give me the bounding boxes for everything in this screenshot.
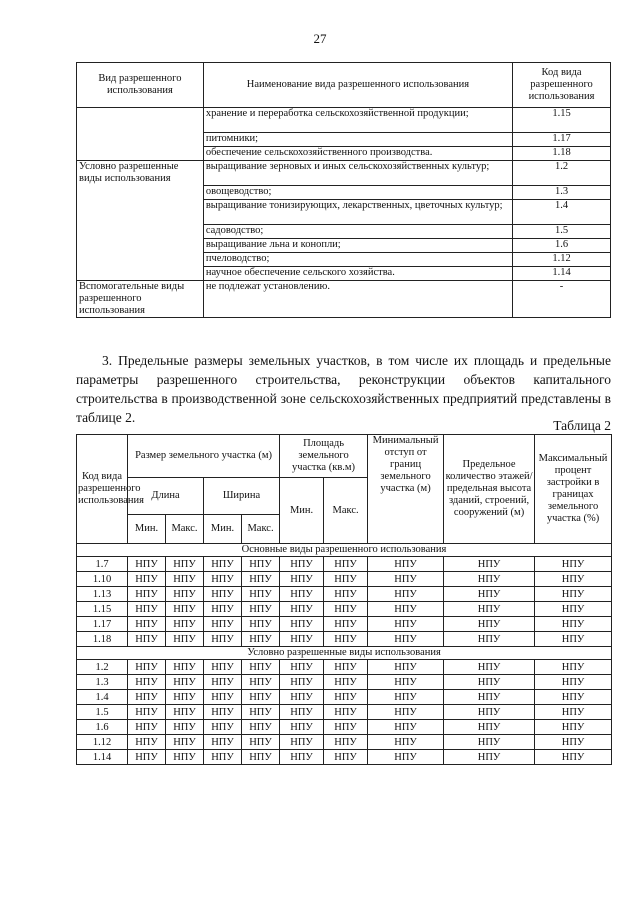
- paragraph-3: 3. Предельные размеры земельных участков, в том числе их площадь и предельные параметры разрешенного строительства, реконструкции объектов капитального строительства в производственной зоне сельскохозяйственных предприятий представлены в таблице 2.: [76, 353, 611, 425]
- cell-value: НПУ: [166, 720, 204, 735]
- cell-value: НПУ: [368, 572, 444, 587]
- parameters-table: [76, 434, 612, 765]
- cell-value: НПУ: [166, 675, 204, 690]
- cell-value: НПУ: [128, 632, 166, 647]
- row-code: 1.2: [77, 660, 128, 675]
- use-name: научное обеспечение сельского хозяйства.: [203, 267, 512, 281]
- cell-value: НПУ: [368, 632, 444, 647]
- cell-value: НПУ: [242, 660, 280, 675]
- cell-value: НПУ: [444, 720, 535, 735]
- cell-value: НПУ: [444, 690, 535, 705]
- cell-value: НПУ: [204, 572, 242, 587]
- cell-value: НПУ: [204, 602, 242, 617]
- cell-value: НПУ: [324, 720, 368, 735]
- cell-value: НПУ: [204, 617, 242, 632]
- row-code: 1.14: [77, 750, 128, 765]
- cell-value: НПУ: [242, 617, 280, 632]
- cell-value: НПУ: [128, 750, 166, 765]
- cell-value: НПУ: [242, 632, 280, 647]
- cell-value: НПУ: [535, 587, 612, 602]
- header-area: Площадь земельного участка (кв.м): [280, 435, 368, 478]
- cell-value: НПУ: [166, 690, 204, 705]
- cell-value: НПУ: [368, 690, 444, 705]
- row-code: 1.10: [77, 572, 128, 587]
- cell-value: НПУ: [324, 705, 368, 720]
- cell-value: НПУ: [444, 557, 535, 572]
- cell-value: НПУ: [204, 750, 242, 765]
- header-code: Код вида разрешенного использования: [77, 435, 128, 544]
- cell-value: НПУ: [280, 690, 324, 705]
- cell-value: НПУ: [242, 557, 280, 572]
- cell-value: НПУ: [280, 660, 324, 675]
- use-name: питомники;: [203, 133, 512, 147]
- cell-value: НПУ: [535, 572, 612, 587]
- table-header-row: [77, 63, 611, 108]
- use-name: садоводство;: [203, 225, 512, 239]
- cell-value: НПУ: [324, 557, 368, 572]
- cell-value: НПУ: [204, 735, 242, 750]
- cell-value: НПУ: [535, 632, 612, 647]
- cell-value: НПУ: [242, 675, 280, 690]
- cell-value: НПУ: [204, 587, 242, 602]
- header-use-code: Код вида разрешенного использования: [513, 63, 611, 108]
- header-floors: Предельное количество этажей/ предельная высота зданий, строений, сооружений (м): [444, 435, 535, 544]
- group-cell: [77, 108, 204, 161]
- cell-value: НПУ: [166, 705, 204, 720]
- cell-value: НПУ: [242, 602, 280, 617]
- cell-value: НПУ: [280, 557, 324, 572]
- cell-value: НПУ: [128, 690, 166, 705]
- cell-value: НПУ: [444, 660, 535, 675]
- cell-value: НПУ: [368, 750, 444, 765]
- table-row: [77, 161, 611, 186]
- cell-value: НПУ: [324, 750, 368, 765]
- cell-value: НПУ: [166, 660, 204, 675]
- cell-value: НПУ: [128, 572, 166, 587]
- cell-value: НПУ: [166, 632, 204, 647]
- cell-value: НПУ: [368, 602, 444, 617]
- cell-value: НПУ: [166, 735, 204, 750]
- cell-value: НПУ: [535, 617, 612, 632]
- cell-value: НПУ: [535, 660, 612, 675]
- cell-value: НПУ: [280, 735, 324, 750]
- table-row: [77, 587, 612, 602]
- table-row: [77, 281, 611, 318]
- header-length-min: Мин.: [128, 515, 166, 544]
- cell-value: НПУ: [368, 587, 444, 602]
- use-code: 1.6: [513, 239, 611, 253]
- cell-value: НПУ: [444, 617, 535, 632]
- cell-value: НПУ: [324, 617, 368, 632]
- cell-value: НПУ: [280, 617, 324, 632]
- use-code: 1.4: [513, 200, 611, 225]
- use-name: выращивание льна и конопли;: [203, 239, 512, 253]
- header-area-max: Макс.: [324, 478, 368, 544]
- section-row: [77, 544, 612, 557]
- header-width-min: Мин.: [204, 515, 242, 544]
- row-code: 1.15: [77, 602, 128, 617]
- cell-value: НПУ: [128, 602, 166, 617]
- use-code: 1.3: [513, 186, 611, 200]
- cell-value: НПУ: [128, 617, 166, 632]
- use-code: 1.5: [513, 225, 611, 239]
- cell-value: НПУ: [166, 602, 204, 617]
- cell-value: НПУ: [535, 720, 612, 735]
- row-code: 1.17: [77, 617, 128, 632]
- header-use-type: Вид разрешенного использования: [77, 63, 204, 108]
- cell-value: НПУ: [128, 587, 166, 602]
- row-code: 1.18: [77, 632, 128, 647]
- cell-value: НПУ: [128, 660, 166, 675]
- cell-value: НПУ: [166, 617, 204, 632]
- use-code: 1.2: [513, 161, 611, 186]
- cell-value: НПУ: [324, 632, 368, 647]
- cell-value: НПУ: [535, 750, 612, 765]
- cell-value: НПУ: [535, 690, 612, 705]
- cell-value: НПУ: [444, 602, 535, 617]
- use-name: не подлежат установлению.: [203, 281, 512, 318]
- cell-value: НПУ: [444, 572, 535, 587]
- cell-value: НПУ: [444, 587, 535, 602]
- row-code: 1.3: [77, 675, 128, 690]
- use-name: овощеводство;: [203, 186, 512, 200]
- table-row: [77, 572, 612, 587]
- cell-value: НПУ: [280, 572, 324, 587]
- use-name: хранение и переработка сельскохозяйственной продукции;: [203, 108, 512, 133]
- cell-value: НПУ: [242, 720, 280, 735]
- row-code: 1.6: [77, 720, 128, 735]
- section-basic: Основные виды разрешенного использования: [77, 544, 612, 557]
- cell-value: НПУ: [324, 572, 368, 587]
- cell-value: НПУ: [368, 675, 444, 690]
- table-row: [77, 675, 612, 690]
- header-length: Длина: [128, 478, 204, 515]
- table-row: [77, 735, 612, 750]
- header-percent: Максимальный процент застройки в границах земельного участка (%): [535, 435, 612, 544]
- cell-value: НПУ: [242, 750, 280, 765]
- table-caption: Таблица 2: [553, 418, 611, 433]
- row-code: 1.7: [77, 557, 128, 572]
- cell-value: НПУ: [204, 720, 242, 735]
- cell-value: НПУ: [324, 735, 368, 750]
- use-code: 1.17: [513, 133, 611, 147]
- cell-value: НПУ: [128, 720, 166, 735]
- cell-value: НПУ: [280, 632, 324, 647]
- cell-value: НПУ: [444, 675, 535, 690]
- cell-value: НПУ: [280, 602, 324, 617]
- cell-value: НПУ: [204, 632, 242, 647]
- cell-value: НПУ: [324, 660, 368, 675]
- cell-value: НПУ: [444, 735, 535, 750]
- cell-value: НПУ: [324, 587, 368, 602]
- cell-value: НПУ: [535, 557, 612, 572]
- use-code: 1.15: [513, 108, 611, 133]
- cell-value: НПУ: [242, 735, 280, 750]
- header-size: Размер земельного участка (м): [128, 435, 280, 478]
- cell-value: НПУ: [444, 750, 535, 765]
- cell-value: НПУ: [242, 705, 280, 720]
- cell-value: НПУ: [280, 720, 324, 735]
- cell-value: НПУ: [204, 690, 242, 705]
- header-use-name: Наименование вида разрешенного использования: [203, 63, 512, 108]
- header-width-max: Макс.: [242, 515, 280, 544]
- cell-value: НПУ: [368, 617, 444, 632]
- cell-value: НПУ: [324, 675, 368, 690]
- header-area-min: Мин.: [280, 478, 324, 544]
- page-number: 27: [313, 31, 327, 46]
- table-row: [77, 617, 612, 632]
- cell-value: НПУ: [166, 750, 204, 765]
- cell-value: НПУ: [242, 587, 280, 602]
- cell-value: НПУ: [368, 735, 444, 750]
- table-row: [77, 557, 612, 572]
- use-code: -: [513, 281, 611, 318]
- cell-value: НПУ: [444, 705, 535, 720]
- section-row: [77, 647, 612, 660]
- cell-value: НПУ: [204, 660, 242, 675]
- cell-value: НПУ: [166, 557, 204, 572]
- header-width: Ширина: [204, 478, 280, 515]
- table-row: [77, 632, 612, 647]
- cell-value: НПУ: [166, 572, 204, 587]
- row-code: 1.5: [77, 705, 128, 720]
- section-conditional: Условно разрешенные виды использования: [77, 647, 612, 660]
- cell-value: НПУ: [128, 735, 166, 750]
- cell-value: НПУ: [444, 632, 535, 647]
- permitted-use-table: [76, 62, 611, 318]
- cell-value: НПУ: [242, 690, 280, 705]
- table-header-row: [77, 435, 612, 478]
- cell-value: НПУ: [368, 705, 444, 720]
- cell-value: НПУ: [280, 587, 324, 602]
- use-name: пчеловодство;: [203, 253, 512, 267]
- cell-value: НПУ: [128, 557, 166, 572]
- table-row: [77, 660, 612, 675]
- row-code: 1.12: [77, 735, 128, 750]
- row-code: 1.4: [77, 690, 128, 705]
- cell-value: НПУ: [368, 557, 444, 572]
- cell-value: НПУ: [280, 750, 324, 765]
- use-name: выращивание зерновых и иных сельскохозяйственных культур;: [203, 161, 512, 186]
- cell-value: НПУ: [242, 572, 280, 587]
- use-code: 1.12: [513, 253, 611, 267]
- table-row: [77, 602, 612, 617]
- header-length-max: Макс.: [166, 515, 204, 544]
- use-code: 1.18: [513, 147, 611, 161]
- table-row: [77, 705, 612, 720]
- cell-value: НПУ: [535, 675, 612, 690]
- table-row: [77, 108, 611, 133]
- use-name: обеспечение сельскохозяйственного производства.: [203, 147, 512, 161]
- table-row: [77, 750, 612, 765]
- cell-value: НПУ: [280, 705, 324, 720]
- table-row: [77, 720, 612, 735]
- cell-value: НПУ: [324, 690, 368, 705]
- cell-value: НПУ: [204, 675, 242, 690]
- cell-value: НПУ: [128, 705, 166, 720]
- use-name: выращивание тонизирующих, лекарственных, цветочных культур;: [203, 200, 512, 225]
- header-setback: Минимальный отступ от границ земельного участка (м): [368, 435, 444, 544]
- cell-value: НПУ: [204, 557, 242, 572]
- cell-value: НПУ: [280, 675, 324, 690]
- cell-value: НПУ: [535, 602, 612, 617]
- cell-value: НПУ: [324, 602, 368, 617]
- table-row: [77, 690, 612, 705]
- cell-value: НПУ: [166, 587, 204, 602]
- group-label-conditional: Условно разрешенные виды использования: [77, 161, 204, 281]
- cell-value: НПУ: [535, 735, 612, 750]
- group-label-aux: Вспомогательные виды разрешенного использования: [77, 281, 204, 318]
- use-code: 1.14: [513, 267, 611, 281]
- cell-value: НПУ: [368, 660, 444, 675]
- cell-value: НПУ: [204, 705, 242, 720]
- cell-value: НПУ: [368, 720, 444, 735]
- cell-value: НПУ: [128, 675, 166, 690]
- cell-value: НПУ: [535, 705, 612, 720]
- row-code: 1.13: [77, 587, 128, 602]
